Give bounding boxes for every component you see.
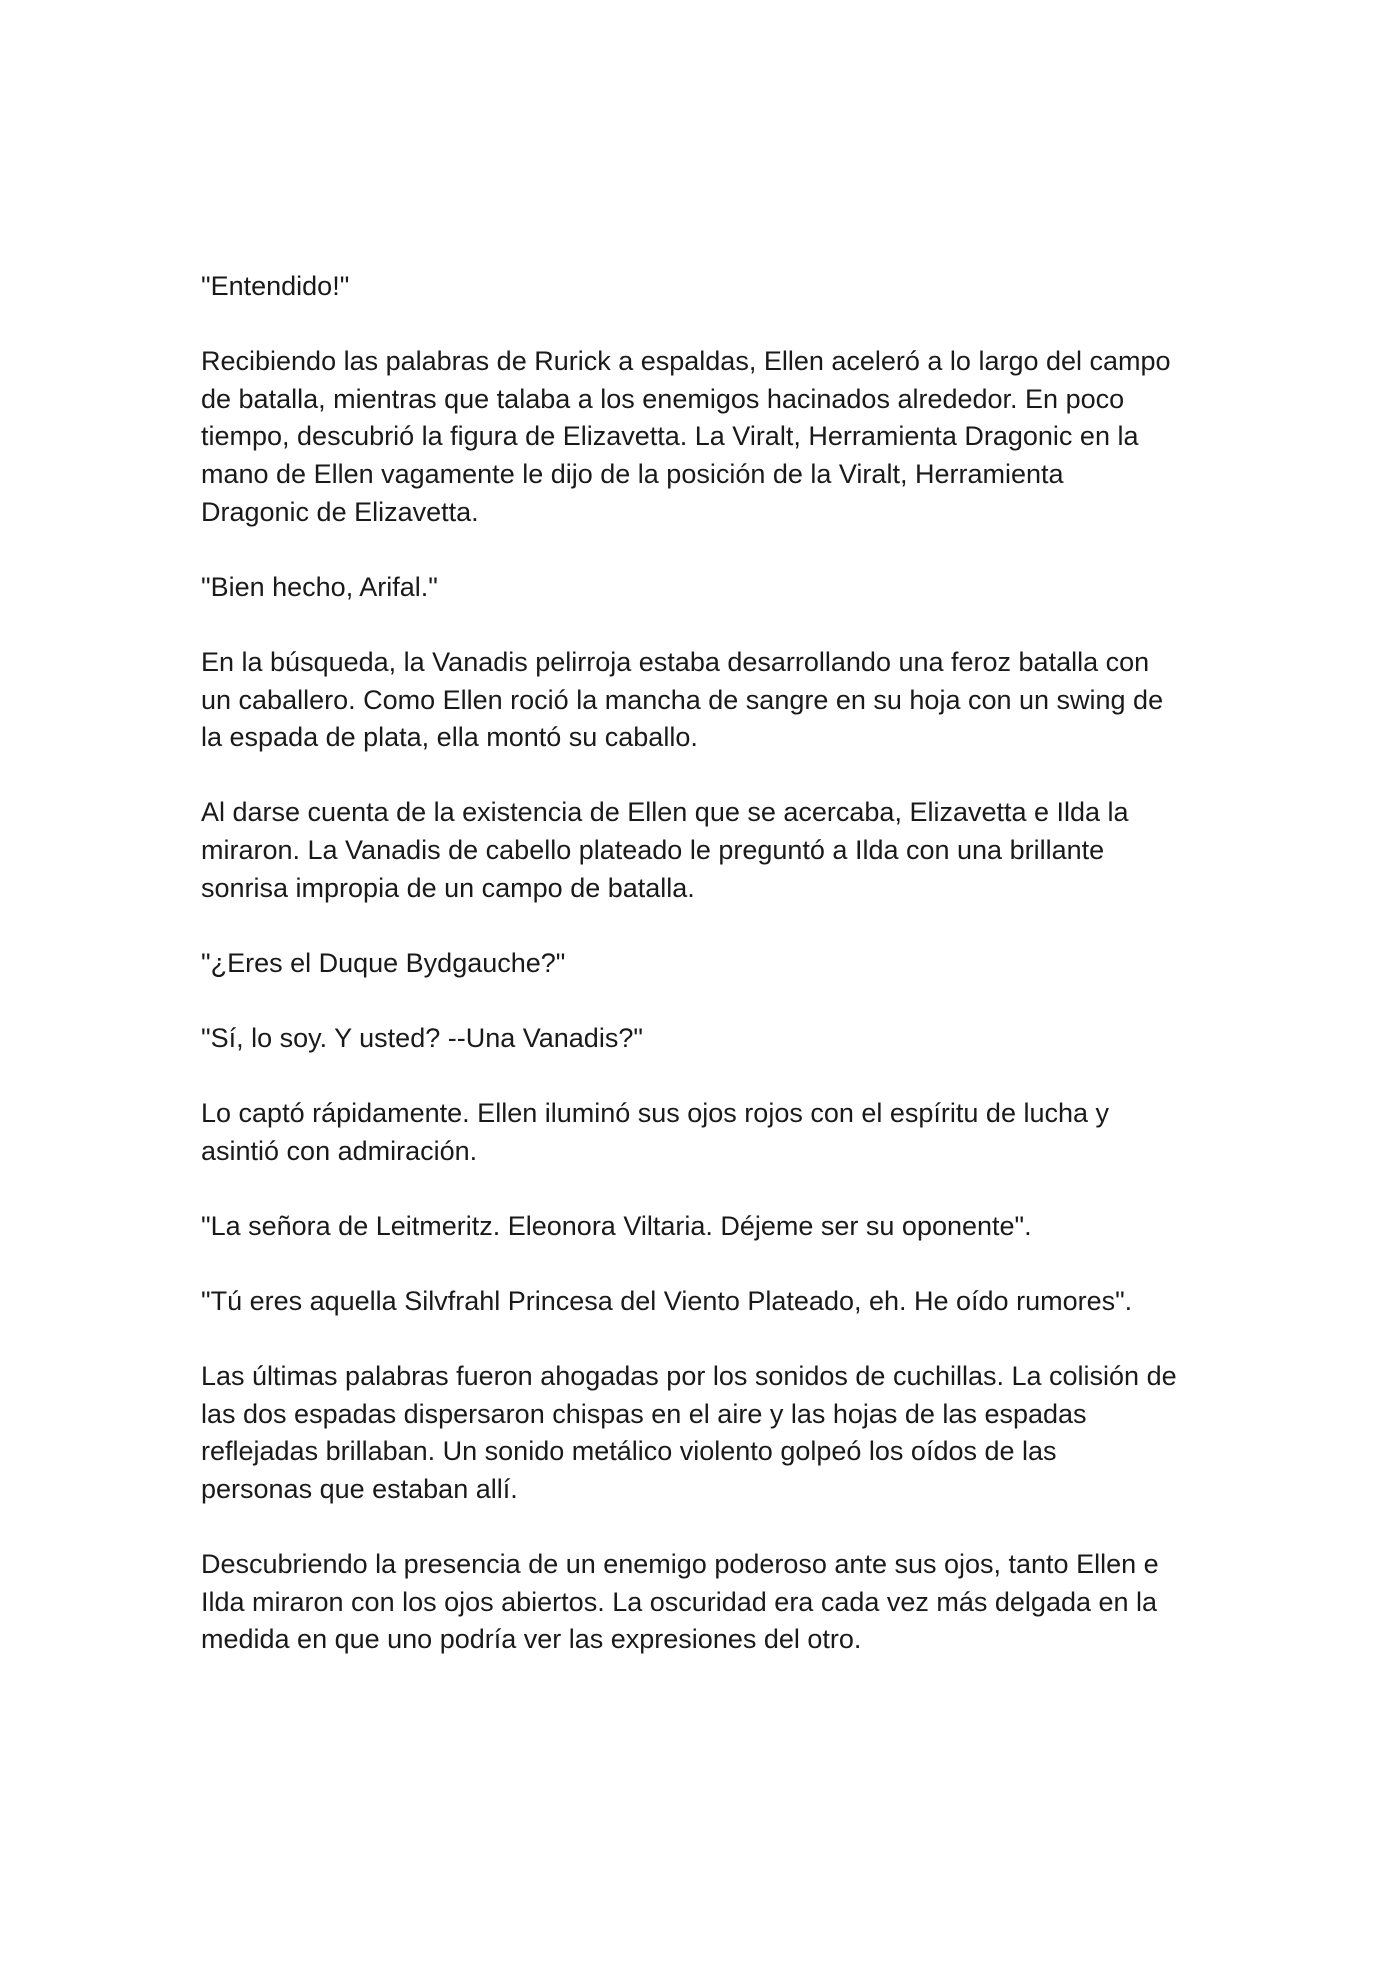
paragraph-6: "¿Eres el Duque Bydgauche?" [201,947,566,978]
paragraph-9: "La señora de Leitmeritz. Eleonora Viltaria. Déjeme ser su oponente". [201,1210,1032,1241]
paragraph-1: "Entendido!" [201,271,350,301]
paragraph-11: Las últimas palabras fueron ahogadas por los sonidos de cuchillas. La colisión de las dos espadas dispersaron chispas en el aire y las hojas de las espadas reflejadas brillaban. Un sonido metálico violento golpeó los oídos de las personas que estaban allí. [201,1361,1177,1504]
paragraph-8: Lo captó rápidamente. Ellen iluminó sus ojos rojos con el espíritu de lucha y asintió con admiración. [201,1098,1110,1166]
paragraph-10: "Tú eres aquella Silvfrahl Princesa del Viento Plateado, eh. He oído rumores". [201,1286,1133,1317]
paragraph-2: Recibiendo las palabras de Rurick a espaldas, Ellen aceleró a lo largo del campo de batalla, mientras que talaba a los enemigos hacinados alrededor. En poco tiempo, descubrió la figura de Elizavetta. La Viralt, Herramienta Dragonic en la mano de Ellen vagamente le dijo de la posición de la Viralt, Herramienta Dragonic de Elizavetta. [201,346,1171,527]
paragraph-5: Al darse cuenta de la existencia de Ellen que se acercaba, Elizavetta e Ilda la miraron. La Vanadis de cabello plateado le preguntó a Ilda con una brillante sonrisa impropia de un campo de batalla. [201,797,1129,903]
paragraph-12: Descubriendo la presencia de un enemigo poderoso ante sus ojos, tanto Ellen e Ilda miraron con los ojos abiertos. La oscuridad era cada vez más delgada en la medida en que uno podría ver las expresiones del otro. [201,1549,1159,1655]
paragraph-7: "Sí, lo soy. Y usted? --Una Vanadis?" [201,1022,643,1053]
paragraph-4: En la búsqueda, la Vanadis pelirroja estaba desarrollando una feroz batalla con un caballero. Como Ellen roció la mancha de sangre en su hoja con un swing de la espada de plata, ella montó su caballo. [201,646,1164,753]
body-text [201,268,1211,1659]
paragraph-3: "Bien hecho, Arifal." [201,571,438,602]
